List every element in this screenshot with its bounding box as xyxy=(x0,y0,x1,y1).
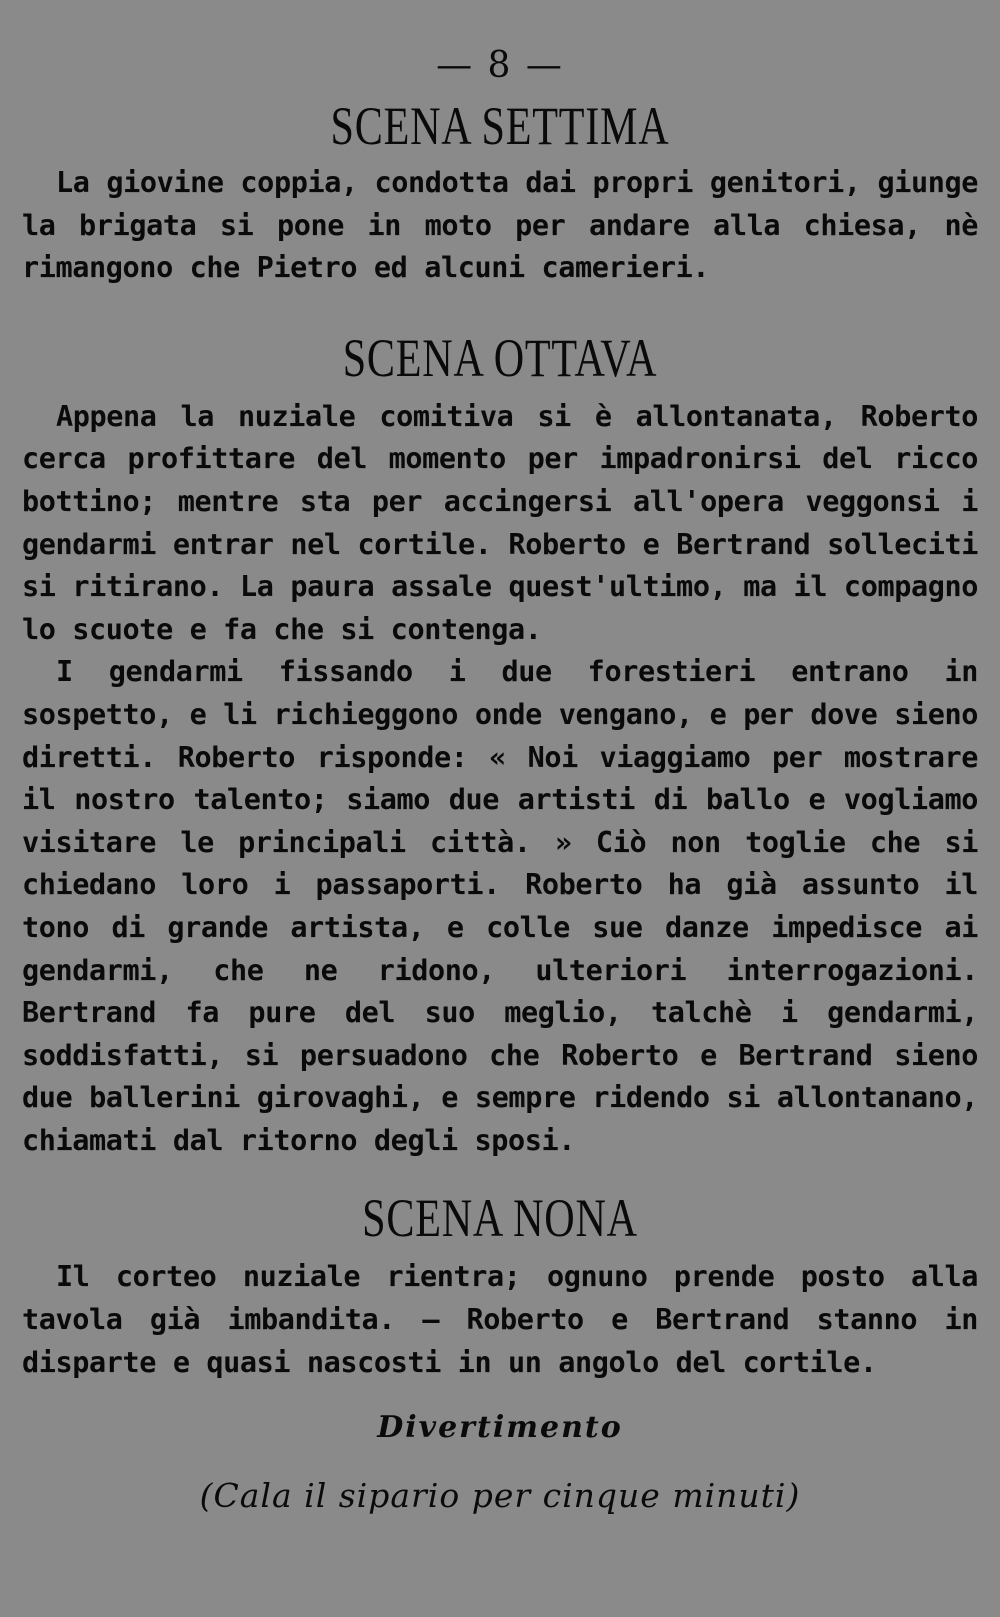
divertimento-heading: Divertimento xyxy=(377,1410,623,1446)
scene-title-settima: SCENA SETTIMA xyxy=(330,96,670,156)
closing-stage-direction: (Cala il sipario per cinque minuti) xyxy=(199,1476,801,1516)
scene-title-nona: SCENA NONA xyxy=(362,1188,638,1249)
scene-ottava-paragraph-2: I gendarmi fissando i due forestieri entrano in sospetto, e li richieggono onde vengano, e per dove sieno diretti. Roberto risponde: « Noi viaggiamo per mostrare il nostro talento; siamo due artisti di ballo e vogliamo visitare le principali città. » Ciò non toglie che si chiedano loro i passaporti. Roberto ha già assunto il tono di grande artista, e colle sue danze impedisce ai gendarmi, che ne ridono, ulteriori interrogazioni. Bertrand fa pure del suo meglio, talchè i gendarmi, soddisfatti, si persuadono che Roberto e Bertrand sieno due ballerini girovaghi, e sempre ridendo si allontanano, chiamati dal ritorno degli sposi. xyxy=(22,655,978,1157)
scene-settima-paragraph: La giovine coppia, condotta dai propri genitori, giunge la brigata si pone in moto per andare alla chiesa, nè rimangono che Pietro ed alcuni camerieri. xyxy=(22,166,978,285)
page-number: — 8 — xyxy=(436,45,564,86)
scene-ottava-paragraph-1: Appena la nuziale comitiva si è allontanata, Roberto cerca profittare del momento per impadronirsi del ricco bottino; mentre sta per accingersi all'opera veggonsi i gendarmi entrar nel cortile. Roberto e Bertrand solleciti si ritirano. La paura assale quest'ultimo, ma il compagno lo scuote e fa che si contenga. xyxy=(22,399,978,646)
scene-nona-paragraph: Il corteo nuziale rientra; ognuno prende posto alla tavola già imbandita. — Roberto e Bertrand stanno in disparte e quasi nascosti in un angolo del cortile. xyxy=(22,1260,978,1379)
scene-title-ottava: SCENA OTTAVA xyxy=(342,327,658,388)
